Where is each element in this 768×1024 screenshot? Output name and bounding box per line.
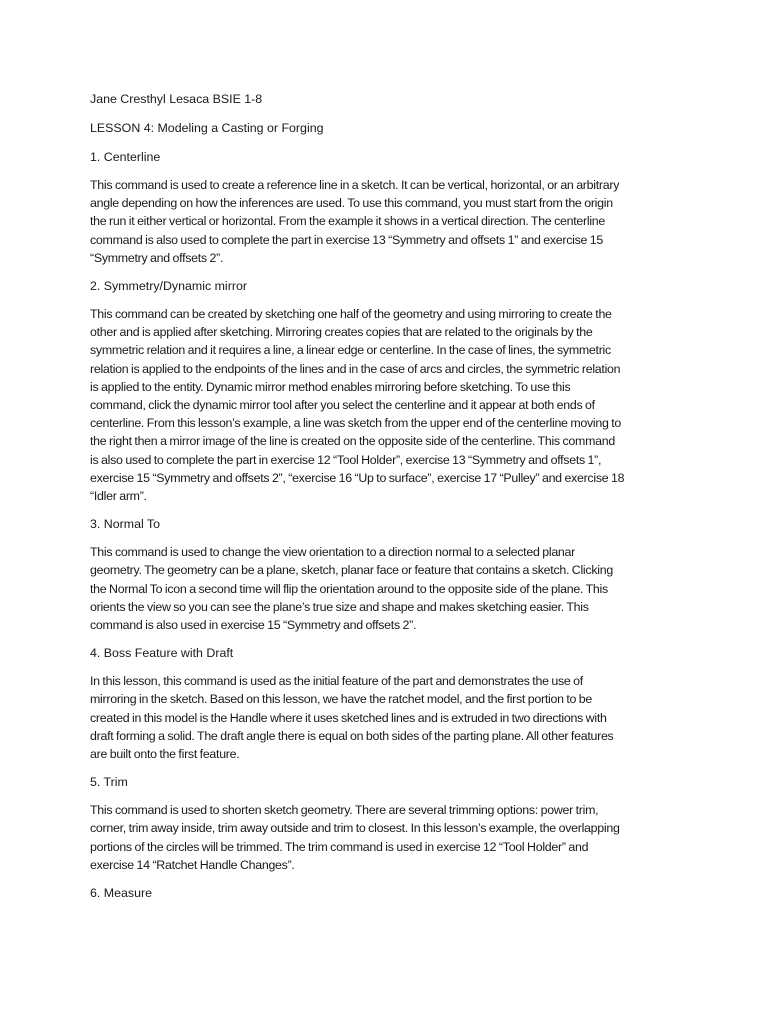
paragraph-line: command, click the dynamic mirror tool after you select the centerline and it appear at both ends of <box>90 398 595 413</box>
paragraph-line: orients the view so you can see the plane’s true size and shape and makes sketching easier. This <box>90 599 589 614</box>
paragraph-line: symmetric relation and it requires a line, a linear edge or centerline. In the case of lines, the symmetric <box>90 343 611 358</box>
document-page <box>90 90 680 912</box>
sections-container <box>90 148 680 902</box>
paragraph-line: mirroring in the sketch. Based on this lesson, we have the ratchet model, and the first portion to be <box>90 692 593 707</box>
section-paragraph <box>90 672 680 763</box>
paragraph-line: exercise 14 “Ratchet Handle Changes”. <box>90 857 295 872</box>
paragraph-line: This command is used to change the view orientation to a direction normal to a selected planar <box>90 545 575 560</box>
paragraph-line: exercise 15 “Symmetry and offsets 2”, “exercise 16 “Up to surface”, exercise 17 “Pulley” and exercise 18 <box>90 470 625 485</box>
section-heading: 3. Normal To <box>90 517 161 532</box>
paragraph-line: the Normal To icon a second time will flip the orientation around to the opposite side of the plane. This <box>90 581 608 596</box>
paragraph-line: centerline. From this lesson’s example, a line was sketch from the upper end of the centerline moving to <box>90 416 622 431</box>
paragraph-line: the right then a mirror image of the line is created on the opposite side of the centerline. This command <box>90 434 615 449</box>
section-paragraph <box>90 543 680 634</box>
paragraph-line: is also used to complete the part in exercise 12 “Tool Holder”, exercise 13 “Symmetry and offsets 1”, <box>90 452 602 467</box>
section-heading: 4. Boss Feature with Draft <box>90 646 234 661</box>
paragraph-line: is applied to the entity. Dynamic mirror method enables mirroring before sketching. To use this <box>90 379 571 394</box>
section-paragraph <box>90 305 680 505</box>
section-paragraph <box>90 176 680 267</box>
paragraph-line: corner, trim away inside, trim away outside and trim to closest. In this lesson’s example, the overlapping <box>90 821 620 836</box>
lesson-title: LESSON 4: Modeling a Casting or Forging <box>90 121 324 135</box>
paragraph-line: portions of the circles will be trimmed. The trim command is used in exercise 12 “Tool Holder” and <box>90 839 589 854</box>
paragraph-line: geometry. The geometry can be a plane, sketch, planar face or feature that contains a sketch. Clicking <box>90 563 613 578</box>
section-heading: 2. Symmetry/Dynamic mirror <box>90 279 247 294</box>
section-paragraph <box>90 801 680 874</box>
paragraph-line: command is also used to complete the part in exercise 13 “Symmetry and offsets 1” and exercise 15 <box>90 232 604 247</box>
paragraph-line: the run it either vertical or horizontal. From the example it shows in a vertical direction. The centerline <box>90 214 606 229</box>
paragraph-line: other and is applied after sketching. Mirroring creates copies that are related to the originals by the <box>90 325 593 340</box>
section-heading: 5. Trim <box>90 775 128 790</box>
paragraph-line: are built onto the first feature. <box>90 747 240 762</box>
paragraph-line: This command can be created by sketching one half of the geometry and using mirroring to create the <box>90 307 612 322</box>
paragraph-line: draft forming a solid. The draft angle there is equal on both sides of the parting plane. All other features <box>90 728 614 743</box>
paragraph-line: “Idler arm”. <box>90 489 147 504</box>
section-heading: 6. Measure <box>90 886 152 901</box>
paragraph-line: command is also used in exercise 15 “Symmetry and offsets 2”. <box>90 618 417 633</box>
paragraph-line: relation is applied to the endpoints of the lines and in the case of arcs and circles, the symmetric relation <box>90 361 621 376</box>
author-line: Jane Cresthyl Lesaca BSIE 1-8 <box>90 92 263 106</box>
paragraph-line: This command is used to create a reference line in a sketch. It can be vertical, horizontal, or an arbitrary <box>90 178 620 192</box>
paragraph-line: This command is used to shorten sketch geometry. There are several trimming options: power trim, <box>90 803 599 818</box>
paragraph-line: created in this model is the Handle where it uses sketched lines and is extruded in two directions with <box>90 710 607 725</box>
paragraph-line: angle depending on how the inferences are used. To use this command, you must start from the origin <box>90 196 613 211</box>
paragraph-line: In this lesson, this command is used as the initial feature of the part and demonstrates the use of <box>90 674 583 689</box>
section-heading: 1. Centerline <box>90 150 161 164</box>
paragraph-line: “Symmetry and offsets 2”. <box>90 250 224 265</box>
